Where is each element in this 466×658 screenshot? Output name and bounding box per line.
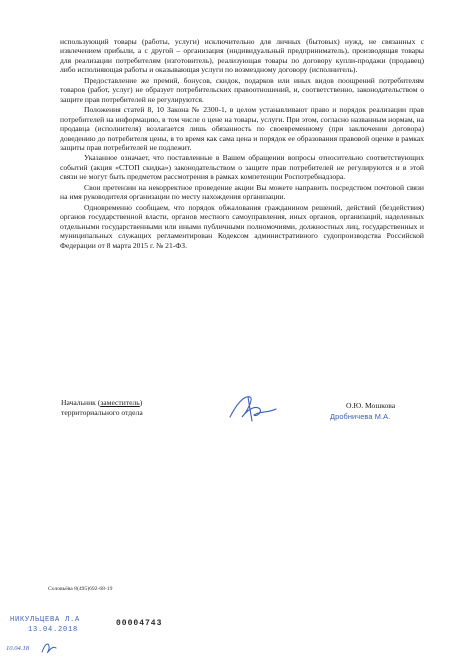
registration-name-stamp: НИКУЛЬЦЕВА Л.А (10, 616, 81, 624)
signer-title-line1 (61, 398, 143, 408)
executor-stamp: Дробничева М.А. (330, 412, 391, 421)
handwritten-date: 10.04.18 (6, 645, 30, 652)
paragraph-2: Предоставление же премий, бонусов, скидок, подарков или иных видов поощрений потребителям товаров (работ, услуг) не образует потребительских правоотношений, и, соответственно, законодательством о защите прав потребителей не регулируются. (60, 75, 424, 104)
paragraph-3: Положения статей 8, 10 Закона № 2300-1, в целом устанавливают право и порядок реализации прав потребителей на информацию, в том числе о цене на товары, услуги. При этом, согласно названным нормам, на продавца (исполнителя) возлагается лишь обязанность по своевременному (при заключении договора) доведению до потребителя цены, в то время как сама цена и порядок ее образования правовой оценке в рамках защиты прав потребителей не подлежит. (60, 105, 424, 152)
registration-date-stamp: 13.04.2018 (28, 626, 79, 634)
paragraph-5: Свои претензии на некорректное проведение акции Вы можете направить посредством почтовой связи на имя руководителя организации по месту нахождения организации. (60, 182, 424, 202)
handwritten-signature (226, 391, 286, 423)
executor-contact: Соловьёва 8(495)692-68-19 (48, 586, 113, 592)
paragraph-1: использующий товары (работы, услуги) исключительно для личных (бытовых) нужд, не связанных с извлечением прибыли, а с другой – организация (индивидуальный предприниматель), производящая товары для реализации потребителям (изготовитель), реализующая товары по договору купли-продажи (продавец) либо исполняющая работы и оказывающая услуги по возмездному договору (исполнитель). (60, 37, 424, 75)
registration-number: 00004743 (116, 619, 163, 628)
signer-name: О.Ю. Мошкова (346, 401, 396, 410)
signer-title-part1: Начальник ( (61, 398, 101, 407)
signer-title (61, 398, 143, 418)
signer-title-underlined: заместитель (100, 398, 140, 407)
paragraph-6: Одновременно сообщаем, что порядок обжалования гражданином решений, действий (бездействия) органов государственной власти, органов местного самоуправления, иных органов, организаций, наделенных отдельными государственными или иными публичными полномочиями, должностных лиц, государственных и муниципальных служащих регламентирован Кодексом административного судопроизводства Российской Федерации от 8 марта 2015 г. № 21-ФЗ. (60, 202, 424, 250)
letter-body (60, 37, 424, 251)
handwritten-initials (40, 640, 58, 656)
paragraph-4: Указанное означает, что поставленные в Вашем обращении вопросы относительно соответствующих событий (акция «СТОП скидка») законодательством о защите прав потребителей не регулируются и в этой связи не могут быть предметом рассмотрения в рамках компетенции Роспотребнадзора. (60, 153, 424, 182)
signer-title-part2: ) (139, 398, 143, 407)
signer-title-line2: территориального отдела (61, 408, 143, 417)
